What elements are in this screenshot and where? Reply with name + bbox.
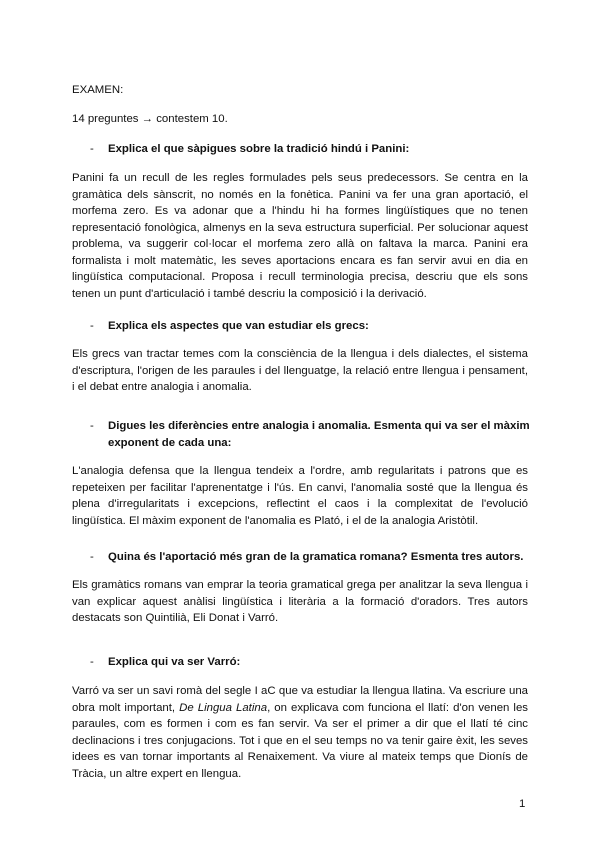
answer-4: Els gramàtics romans van emprar la teoria gramatical grega per analitzar la seva llengua i van explicar aquest anàlisi lingüística i literària a la formació d'oradors. Tres autors destacats son Quintilià, Eli Donat i Varró.: [72, 579, 528, 624]
bullet-dash: -: [90, 320, 94, 332]
question-3-text: Digues les diferències entre analogia i anomalia. Esmenta qui va ser el màxim exponent de cada una:: [108, 420, 530, 449]
answer-5-part-2: , on explicava com funciona el llatí: d'on venen les paraules, com es formen i com es fan servir. Va ser el primer a dir que el llatí té cinc declinacions i tres conjugacions. Tot i que en el seu temps no va tenir gaire èxit, les seves idees es van tornar importants al Renaixement. Va viure al mateix temps que Dionís de Tràcia, un altre expert en llengua.: [72, 701, 528, 780]
answer-1: Panini fa un recull de les regles formulades pels seus predecessors. Se centra en la gramàtica dels sànscrit, no només en la fonètica. Panini va fer una gran aportació, el morfema zero. Es va adonar que a l'hindu hi ha formes lingüístiques que no tenen representació fonològica, almenys en la seva estructura superficial. Per solucionar aquest problema, va suggerir col·locar el morfema zero allà on faltava la marca. Panini era formalista i molt matemàtic, les seves aportacions encara es fan servir avui en dia en lingüística computacional. Proposa i recull terminologia precisa, descriu que els sons tenen un punt d'articulació i també descriu la composició i la derivació.: [72, 172, 528, 300]
question-5-text: Explica qui va ser Varró:: [108, 656, 241, 668]
book-title: De Lingua Latina: [179, 701, 268, 714]
question-4-text: Quina és l'aportació més gran de la gramatica romana? Esmenta tres autors.: [108, 551, 524, 563]
exam-subtitle: 14 preguntes → contestem 10.: [72, 113, 228, 125]
bullet-dash: -: [90, 551, 94, 563]
answer-3: L'analogia defensa que la llengua tendeix a l'ordre, amb regularitats i patrons que es repeteixen per facilitar l'aprenentatge i l'ús. En canvi, l'anomalia sosté que la llengua és plena d'irregularitats i excepcions, reflectint el caos i la complexitat de l'evolució lingüística. El màxim exponent de l'anomalia es Plató, i el de la analogia Aristòtil.: [72, 465, 528, 527]
question-2-text: Explica els aspectes que van estudiar els grecs:: [108, 320, 369, 332]
bullet-dash: -: [90, 420, 94, 432]
exam-title: EXAMEN:: [72, 84, 124, 96]
question-1-text: Explica el que sàpigues sobre la tradició hindú i Panini:: [108, 143, 410, 155]
answer-5: [72, 683, 528, 782]
bullet-dash: -: [90, 143, 94, 155]
question-5: [90, 654, 530, 671]
question-2: [90, 318, 530, 335]
question-1: [90, 141, 530, 158]
page-number: 1: [519, 798, 526, 810]
answer-2: Els grecs van tractar temes com la consciència de la llengua i dels dialectes, el sistema d'escriptura, l'origen de les paraules i del llenguatge, la relació entre llengua i pensament, i el debat entre analogia i anomalia.: [72, 348, 528, 393]
bullet-dash: -: [90, 656, 94, 668]
question-3: [90, 418, 530, 451]
question-4: [90, 549, 530, 566]
answer-5-part-1: Varró va ser un savi romà del segle I aC que va estudiar la llengua llatina. Va escriure una obra molt important,: [72, 685, 528, 714]
